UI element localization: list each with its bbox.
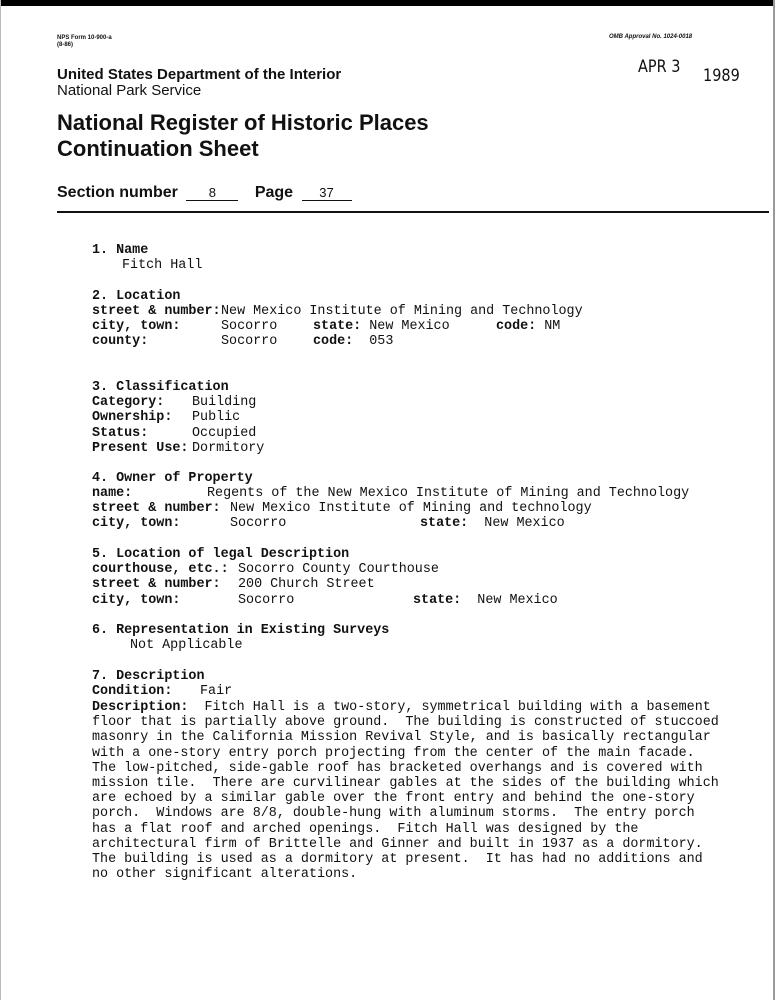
owner-city-value: Socorro (230, 516, 287, 531)
description-line: mission tile. There are curvilinear gables at the sides of the building which (92, 776, 719, 792)
owner-state: state: New Mexico (420, 516, 565, 531)
status-value: Occupied (192, 426, 257, 441)
legal-state: state: New Mexico (413, 593, 558, 608)
description-line: with a one-story entry porch projecting from the center of the main facade. (92, 745, 695, 761)
legal-city-label: city, town: (92, 593, 181, 608)
legal-city-value: Socorro (238, 593, 295, 608)
category-label: Category: (92, 395, 165, 410)
section-5-heading: 5. Location of legal Description (92, 547, 350, 562)
description-line: has a flat roof and arched openings. Fitch Hall was designed by the (92, 821, 639, 837)
description-paragraph (92, 700, 719, 883)
location-street-value: New Mexico Institute of Mining and Technology (221, 304, 583, 319)
description-line: are echoed by a similar gable over the front entry and behind the one-story (92, 791, 695, 807)
present-use-label: Present Use: (92, 441, 189, 456)
status-label: Status: (92, 426, 149, 441)
form-number: NPS Form 10-900-a (8-86) (57, 35, 112, 48)
name-value: Fitch Hall (122, 258, 203, 273)
page-label: Page (254, 184, 294, 201)
page-number-value: 37 (302, 185, 352, 201)
owner-name-label: name: (92, 486, 133, 501)
description-line: porch. Windows are 8/8, double-hung with aluminum storms. The entry porch (92, 806, 695, 822)
location-street-row: street & number: (92, 304, 221, 319)
omb-approval: OMB Approval No. 1024-0018 (609, 34, 693, 40)
header-divider (57, 211, 769, 213)
legal-street-value: 200 Church Street (238, 577, 375, 592)
section-6-heading: 6. Representation in Existing Surveys (92, 623, 390, 638)
service-name: National Park Service (57, 82, 202, 99)
location-state: state: New Mexico (313, 319, 450, 334)
courthouse-label: courthouse, etc.: (92, 562, 229, 577)
condition-value: Fair (200, 684, 233, 699)
description-line: The building is used as a dormitory at present. It has had no additions and (92, 852, 703, 868)
legal-street-label: street & number: (92, 577, 221, 592)
section-7-heading: 7. Description (92, 669, 205, 684)
location-county-value: Socorro (221, 334, 278, 349)
location-county-label: county: (92, 334, 149, 349)
owner-street-value: New Mexico Institute of Mining and technology (230, 501, 592, 516)
scan-top-border (0, 0, 775, 6)
present-use-value: Dormitory (192, 441, 265, 456)
description-line: no other significant alterations. (92, 867, 358, 883)
ownership-label: Ownership: (92, 410, 173, 425)
description-line: masonry in the California Mission Revival Style, and is basically rectangular (92, 730, 711, 746)
description-line: floor that is partially above ground. The building is constructed of stuccoed (92, 715, 719, 731)
section-2-heading: 2. Location (92, 289, 181, 304)
section-label: Section number (57, 184, 178, 201)
description-line: architectural firm of Brittelle and Ginner and built in 1937 as a dormitory. (92, 836, 703, 852)
ownership-value: Public (192, 410, 241, 425)
location-city-value: Socorro (221, 319, 278, 334)
condition-label: Condition: (92, 684, 173, 699)
section-1-heading: 1. Name (92, 243, 149, 258)
courthouse-value: Socorro County Courthouse (238, 562, 439, 577)
owner-city-label: city, town: (92, 516, 181, 531)
owner-name-value: Regents of the New Mexico Institute of Mining and Technology (207, 486, 690, 501)
department-name: United States Department of the Interior (57, 66, 342, 83)
owner-street-label: street & number: (92, 501, 221, 516)
page-title: National Register of Historic Places Continuation Sheet (57, 110, 429, 161)
surveys-value: Not Applicable (130, 638, 243, 653)
location-city-label: city, town: (92, 319, 181, 334)
section-4-heading: 4. Owner of Property (92, 471, 253, 486)
received-stamp-date: APR 3 (638, 57, 681, 77)
location-code: code: NM (496, 319, 561, 334)
location-county-code: code: 053 (313, 334, 394, 349)
section-number-value: 8 (186, 185, 238, 201)
description-line: The low-pitched, side-gable roof has bracketed overhangs and is covered with (92, 760, 703, 776)
received-stamp-year: 1989 (703, 66, 740, 86)
description-first-line: Description: Fitch Hall is a two-story, symmetrical building with a basement (92, 700, 711, 715)
category-value: Building (192, 395, 257, 410)
scan-left-edge (0, 0, 1, 1000)
section-page-line (57, 184, 352, 202)
section-3-heading: 3. Classification (92, 380, 229, 395)
